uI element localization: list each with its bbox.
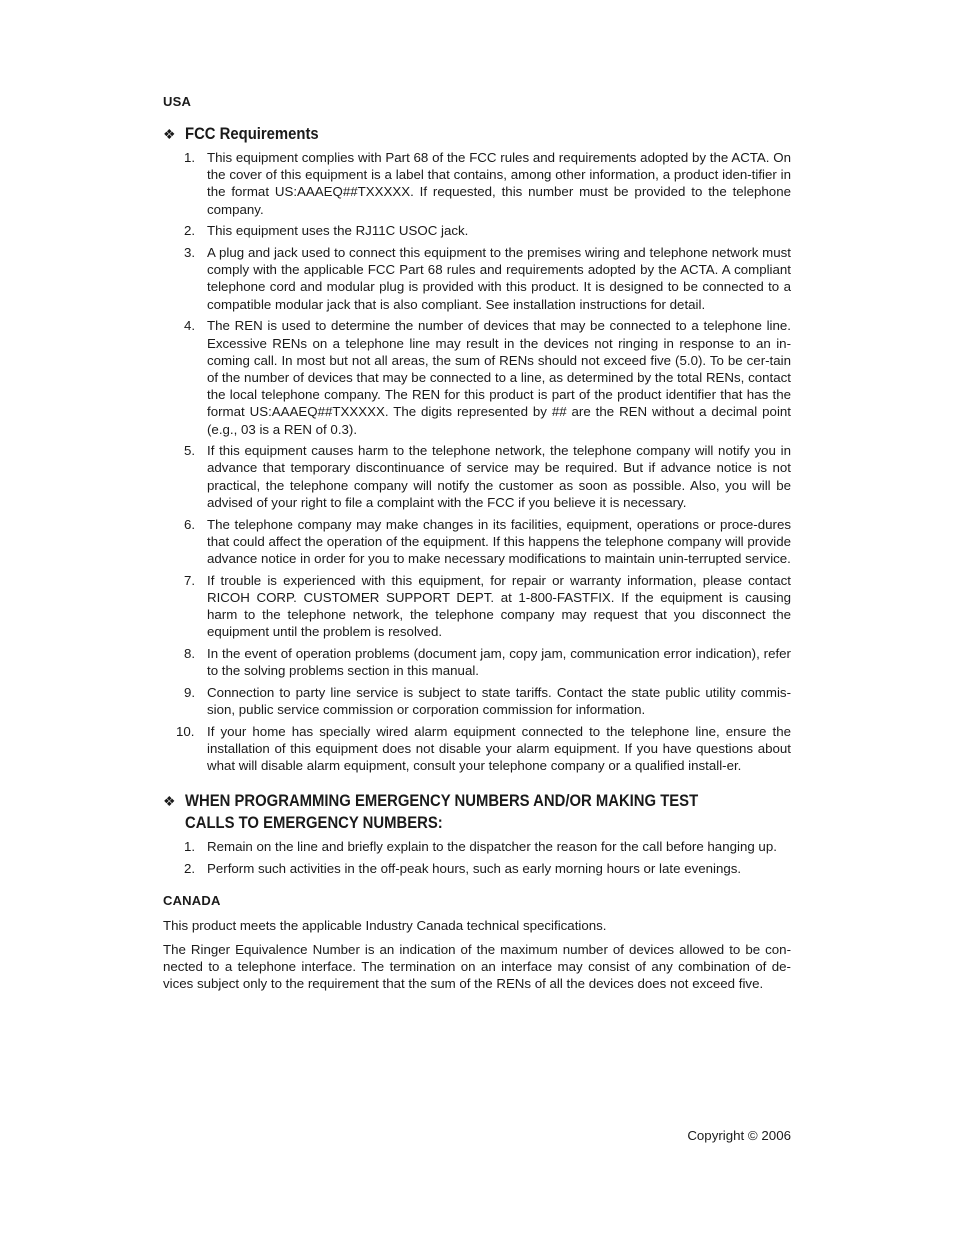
list-item (163, 572, 791, 641)
list-item (163, 838, 791, 855)
list-item (163, 516, 791, 568)
list-item-text: If trouble is experienced with this equipment, for repair or warranty information, please contact RICOH CORP. CUSTOMER SUPPORT DEPT. at 1-800-FASTFIX. If the equipment is causing harm to the telephone network, the telephone company may request that you disconnect the equipment until the problem is resolved. (207, 572, 791, 640)
list-item-number: 8. (184, 645, 196, 661)
emergency-section-heading (163, 790, 791, 834)
list-item-number: 9. (184, 684, 196, 700)
list-item (163, 222, 791, 239)
document-page (163, 94, 791, 998)
list-item (163, 317, 791, 437)
list-item-text: If your home has specially wired alarm equipment connected to the telephone line, ensure the installation of this equipment does not disable your alarm equipment. If you have questions about what will disable alarm equipment, consult your telephone company or a qualified install-er. (207, 723, 791, 774)
canada-paragraph-1: This product meets the applicable Industry Canada technical specifications. (163, 918, 607, 934)
fcc-section-heading (163, 123, 791, 145)
country-heading-usa: USA (163, 94, 192, 109)
list-item-text: Remain on the line and briefly explain to the dispatcher the reason for the call before hanging up. (207, 839, 777, 855)
list-item-text: The telephone company may make changes in its facilities, equipment, operations or proce-dures that could affect the operation of the equipment. If this happens the telephone company will provide advance notice in order for you to make necessary modifications to maintain unin-terrupted service. (207, 516, 791, 566)
list-item (163, 244, 791, 313)
list-item-text: Perform such activities in the off-peak hours, such as early morning hours or late evenings. (207, 861, 742, 877)
list-item-number: 1. (184, 839, 196, 855)
list-item-text: A plug and jack used to connect this equipment to the premises wiring and telephone network must comply with the applicable FCC Part 68 rules and requirements adopted by the ACTA. A compliant telephone cord and modular plug is provided with this product. It is designed to be connected to a compatible modular jack that is also compliant. See installation instructions for detail. (207, 245, 791, 312)
list-item (163, 684, 791, 718)
list-item (163, 645, 791, 679)
list-item-text: In the event of operation problems (document jam, copy jam, communication error indication), refer to the solving problems section in this manual. (207, 645, 791, 679)
list-item-text: This equipment complies with Part 68 of the FCC rules and requirements adopted by the ACTA. On the cover of this equipment is a label that contains, among other information, a product iden-tifier in the format US:AAAEQ##TXXXXX. If requested, this number must be provided to the telephone company. (207, 150, 791, 217)
list-item-text: The REN is used to determine the number of devices that may be connected to a telephone line. Excessive RENs on a telephone line may result in the devices not ringing in response to an in-coming call. In most but not all areas, the sum of RENs should not exceed five (5.0). To be cer-tain of the number of devices that may be connected to a line, as determined by the total RENs, contact the local telephone company. The REN for this product is part of the product identifier that has the format US:AAAEQ##TXXXXX. The digits represented by ## are the REN without a decimal point (e.g., 03 is a REN of 0.3). (207, 318, 791, 437)
list-item-number: 5. (184, 443, 196, 459)
diamond-bullet-icon: ❖ (163, 126, 176, 142)
copyright-notice: Copyright © 2006 (687, 1128, 791, 1143)
list-item-number: 6. (184, 516, 196, 532)
country-heading-canada: CANADA (163, 893, 221, 909)
emergency-section-title: WHEN PROGRAMMING EMERGENCY NUMBERS AND/OR MAKING TEST CALLS TO EMERGENCY NUMBERS: (185, 792, 699, 833)
list-item-text: This equipment uses the RJ11C USOC jack. (207, 223, 469, 239)
fcc-section-title: FCC Requirements (185, 125, 319, 143)
list-item (163, 860, 791, 877)
list-item-text: If this equipment causes harm to the telephone network, the telephone company will notify you in advance that temporary discontinuance of service may be required. But if advance notice is not practical, the telephone company will notify the customer as soon as possible. Also, you will be advised of your right to file a complaint with the FCC if you believe it is necessary. (207, 443, 791, 510)
list-item-number: 7. (184, 572, 196, 588)
list-item (163, 149, 791, 218)
list-item-number: 3. (184, 245, 196, 261)
canada-paragraph-2: The Ringer Equivalence Number is an indication of the maximum number of devices allowed to be con-nected to a telephone interface. The termination on an interface may consist of any combination of de-vices subject only to the requirement that the sum of the RENs of all the devices does not exceed five. (163, 941, 791, 991)
list-item (163, 442, 791, 511)
list-item-number: 2. (184, 223, 196, 239)
list-item-number: 2. (184, 861, 196, 877)
emergency-list (163, 838, 791, 877)
list-item-number: 1. (184, 150, 196, 165)
diamond-bullet-icon: ❖ (163, 793, 176, 810)
list-item-number: 4. (184, 318, 196, 334)
fcc-requirements-list (163, 149, 791, 774)
list-item (163, 723, 791, 775)
list-item-number: 10. (176, 723, 195, 739)
list-item-text: Connection to party line service is subject to state tariffs. Contact the state public utility commis-sion, public service commission or corporation commission for information. (207, 684, 791, 718)
